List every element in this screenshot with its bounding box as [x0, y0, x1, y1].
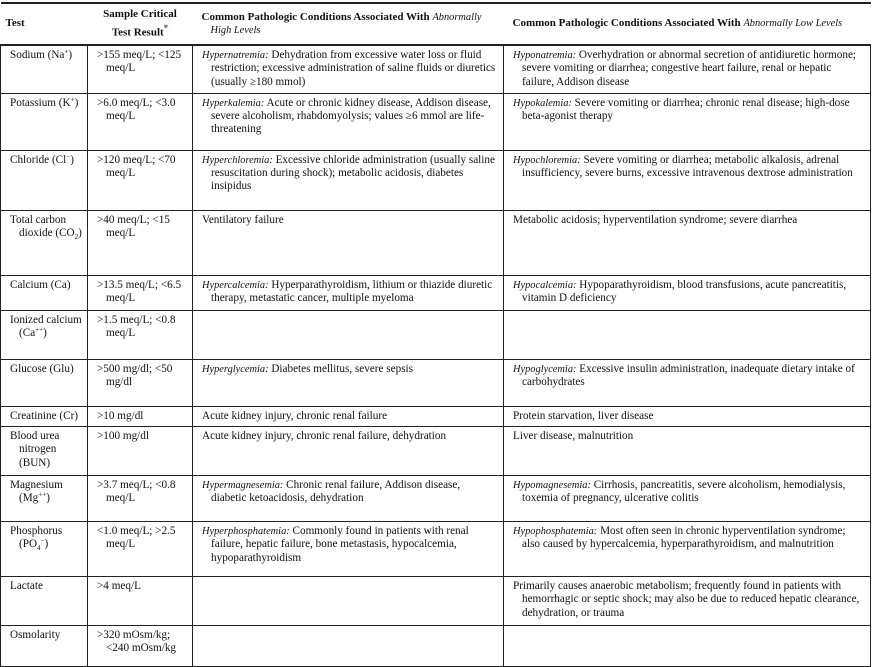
low-condition-term: Hypophosphatemia: [513, 525, 598, 537]
cell-critical [88, 275, 193, 310]
cell-high [193, 426, 504, 475]
table-row [1, 150, 871, 210]
header-critical [88, 3, 193, 45]
cell-low [504, 406, 871, 426]
low-condition-term: Hypokalemia: [513, 97, 572, 109]
high-condition-text: Hyperparathyroidism, lithium or thiazide diuretic therapy, metastatic cancer, multiple myeloma [211, 278, 493, 304]
cell-high [193, 45, 504, 93]
cell-high [193, 359, 504, 406]
test-name: Total carbon dioxide (CO [10, 213, 75, 239]
cell-low [504, 310, 871, 359]
cell-test [1, 210, 88, 275]
low-condition-term: Hypochloremia: [513, 154, 581, 166]
test-name: Chloride (Cl [10, 153, 67, 166]
critical-value: >10 mg/dl [97, 409, 144, 422]
low-condition-text: Excessive insulin administration, inadequate dietary intake of carbohydrates [522, 362, 855, 388]
table-row [1, 310, 871, 359]
low-condition-term: Hyponatremia: [513, 50, 577, 61]
test-name-suffix: ) [43, 326, 47, 339]
cell-test [1, 150, 88, 210]
cell-critical [88, 93, 193, 150]
high-condition-text: Dehydration from excessive water loss or fluid restriction; excessive administration of saline fluids or diuretics (usually ≥180 mmol) [211, 49, 496, 88]
test-superscript: − [40, 536, 45, 545]
test-name-suffix: ) [68, 49, 73, 61]
test-subscript: 4 [37, 544, 41, 553]
cell-critical [88, 426, 193, 475]
cell-high [193, 475, 504, 521]
cell-low [504, 359, 871, 406]
cell-test [1, 625, 88, 666]
cell-critical [88, 475, 193, 521]
high-condition-text: Excessive chloride administration (usually saline resuscitation during shock); metabolic acidosis, diabetes insipidus [211, 153, 495, 193]
cell-low [504, 275, 871, 310]
test-name: Phosphorus (PO [10, 524, 63, 551]
low-condition-term: Hypoglycemia: [513, 363, 577, 375]
cell-critical [88, 359, 193, 406]
test-superscript: + [64, 47, 69, 56]
cell-low [504, 150, 871, 210]
table-row [1, 625, 871, 666]
low-condition-text: Protein starvation, liver disease [513, 409, 654, 422]
cell-high [193, 310, 504, 359]
cell-critical [88, 45, 193, 93]
cell-test [1, 576, 88, 625]
critical-value: >3.7 meq/L; <0.8 meq/L [97, 478, 176, 505]
cell-high [193, 210, 504, 275]
cell-critical [88, 150, 193, 210]
cell-test [1, 310, 88, 359]
critical-value: >500 mg/dl; <50 mg/dl [97, 362, 173, 388]
high-condition-text: Chronic renal failure, Addison disease, diabetic ketoacidosis, dehydration [211, 478, 461, 505]
critical-value: >1.5 meq/L; <0.8 meq/L [97, 313, 176, 339]
cell-critical [88, 576, 193, 625]
critical-value: >13.5 meq/L; <6.5 meq/L [97, 278, 182, 304]
test-superscript: + [70, 94, 75, 103]
cell-high [193, 150, 504, 210]
header-test [1, 3, 88, 45]
high-condition-term: Hypernatremia: [202, 50, 269, 61]
low-condition-text: Liver disease, malnutrition [513, 429, 634, 442]
test-name-suffix: ) [78, 226, 82, 239]
table-row [1, 275, 871, 310]
cell-high [193, 93, 504, 150]
cell-test [1, 93, 88, 150]
cell-low [504, 521, 871, 576]
cell-test [1, 475, 88, 521]
cell-low [504, 475, 871, 521]
cell-low [504, 210, 871, 275]
header-low-prefix: Common Pathologic Conditions Associated With [512, 17, 744, 30]
high-condition-text: Acute kidney injury, chronic renal failure [202, 409, 388, 422]
cell-critical [88, 521, 193, 576]
cell-high [193, 406, 504, 426]
cell-test [1, 426, 88, 475]
test-name: Magnesium (Mg [10, 478, 63, 505]
critical-value: >120 meq/L; <70 meq/L [97, 153, 176, 179]
test-name: Osmolarity [10, 628, 61, 641]
test-name-suffix: ) [46, 492, 50, 505]
high-condition-term: Hyperglycemia: [202, 363, 269, 375]
critical-value: >100 mg/dl [97, 429, 149, 442]
test-name: Calcium (Ca) [10, 278, 71, 291]
low-condition-term: Hypocalcemia: [513, 279, 577, 291]
header-low [504, 3, 871, 45]
test-name: Sodium (Na [10, 49, 65, 61]
cell-low [504, 576, 871, 625]
header-high-italic: Abnormally High Levels [210, 11, 482, 36]
high-condition-term: Hypermagnesemia: [202, 479, 284, 491]
critical-value: >320 mOsm/kg; <240 mOsm/kg [97, 628, 177, 655]
table-row [1, 210, 871, 275]
high-condition-term: Hyperkalemia: [202, 97, 265, 109]
cell-test [1, 45, 88, 93]
high-condition-text: Acute kidney injury, chronic renal failure, dehydration [202, 429, 447, 442]
test-name-suffix: ) [44, 538, 49, 551]
cell-low [504, 45, 871, 93]
cell-low [504, 426, 871, 475]
header-test-label: Test [5, 17, 25, 30]
test-name: Lactate [10, 579, 43, 592]
test-name: Glucose (Glu) [10, 362, 74, 375]
high-condition-text: Diabetes mellitus, severe sepsis [268, 362, 414, 375]
test-superscript: − [66, 151, 71, 160]
low-condition-term: Hypomagnesemia: [513, 479, 591, 491]
test-name-suffix: ) [70, 153, 74, 166]
test-name: Ionized calcium (Ca [10, 313, 82, 339]
critical-value: >6.0 meq/L; <3.0 meq/L [97, 96, 176, 122]
header-critical-line1: Sample Critical [103, 8, 177, 21]
critical-values-table [0, 2, 871, 667]
cell-high [193, 625, 504, 666]
critical-value: >40 meq/L; <15 meq/L [97, 213, 170, 239]
cell-critical [88, 310, 193, 359]
table-row [1, 406, 871, 426]
cell-test [1, 406, 88, 426]
high-condition-term: Hyperphosphatemia: [202, 525, 290, 537]
low-condition-text: Cirrhosis, pancreatitis, severe alcoholism, hemodialysis, toxemia of pregnancy, ulcerative colitis [522, 478, 846, 505]
footnote-asterisk[interactable]: * [163, 22, 169, 33]
table-row [1, 93, 871, 150]
low-condition-text: Primarily causes anaerobic metabolism; frequently found in patients with hemorrhagic or septic shock; may also be due to reduced hepatic clearance, dehydration, or trauma [513, 579, 860, 619]
cell-test [1, 521, 88, 576]
header-low-italic: Abnormally Low Levels [743, 18, 843, 30]
test-name: Blood urea nitrogen (BUN) [10, 429, 60, 469]
test-superscript: ++ [38, 490, 47, 499]
critical-value: >155 meq/L; <125 meq/L [97, 49, 182, 75]
low-condition-text: Most often seen in chronic hyperventilation syndrome; also caused by hypercalcemia, hyperparathyroidism, and malnutrition [522, 524, 846, 551]
header-high-prefix: Common Pathologic Conditions Associated With [201, 10, 433, 23]
cell-critical [88, 625, 193, 666]
high-condition-term: Hyperchloremia: [202, 154, 273, 166]
cell-critical [88, 210, 193, 275]
cell-test [1, 275, 88, 310]
table-row [1, 426, 871, 475]
low-condition-text: Severe vomiting or diarrhea; metabolic alkalosis, adrenal insufficiency, severe burns, excessive intravenous dextrose administration [522, 153, 853, 179]
table-body [1, 45, 871, 666]
table-row [1, 576, 871, 625]
low-condition-text: Hypoparathyroidism, blood transfusions, acute pancreatitis, vitamin D deficiency [522, 278, 847, 304]
cell-high [193, 275, 504, 310]
high-condition-text: Commonly found in patients with renal failure, hepatic failure, bone metastasis, hypocalcemia, hypoparathyroidism [211, 524, 469, 564]
low-condition-text: Severe vomiting or diarrhea; chronic renal disease; high-dose beta-agonist therapy [522, 96, 850, 122]
critical-value: <1.0 meq/L; >2.5 meq/L [97, 524, 176, 551]
test-name: Potassium (K [10, 96, 71, 109]
cell-high [193, 521, 504, 576]
critical-value: >4 meq/L [97, 579, 141, 592]
high-condition-text: Acute or chronic kidney disease, Addison disease, severe alcoholism, rhabdomyolysis; values ≥6 mmol are life-threatening [211, 96, 491, 136]
cell-test [1, 359, 88, 406]
test-superscript: ++ [35, 325, 44, 334]
header-critical-line2: Test Result [111, 26, 164, 39]
cell-low [504, 625, 871, 666]
table-row [1, 359, 871, 406]
high-condition-text: Ventilatory failure [202, 213, 284, 226]
low-condition-text: Overhydration or abnormal secretion of antidiuretic hormone; severe vomiting or diarrhea; congestive heart failure, renal or hepatic failure, Addison disease [522, 49, 857, 88]
cell-critical [88, 406, 193, 426]
table-row [1, 521, 871, 576]
test-name: Creatinine (Cr) [10, 409, 79, 422]
table-header-row [1, 3, 871, 45]
cell-high [193, 576, 504, 625]
low-condition-text: Metabolic acidosis; hyperventilation syndrome; severe diarrhea [513, 213, 798, 226]
test-subscript: 2 [74, 233, 79, 242]
cell-low [504, 93, 871, 150]
high-condition-term: Hypercalcemia: [202, 279, 269, 291]
table-row [1, 45, 871, 93]
test-name-suffix: ) [74, 96, 79, 109]
header-high [193, 3, 504, 45]
table-row [1, 475, 871, 521]
